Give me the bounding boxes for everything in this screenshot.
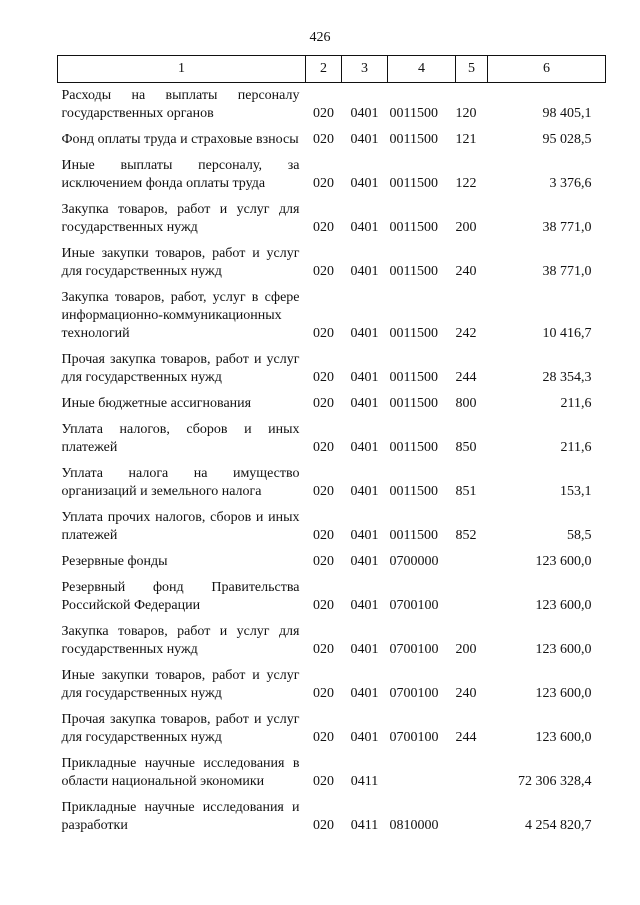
row-type: [456, 751, 488, 795]
row-article: 0011500: [389, 370, 438, 385]
row-name: Иные закупки товаров, работ и услуг для государственных нужд: [61, 246, 300, 279]
row-name: Резервный фонд Правительства Российской Федерации: [61, 580, 300, 613]
row-type: 800: [455, 396, 477, 411]
row-section: 0401: [350, 528, 379, 543]
row-name: Прочая закупка товаров, работ и услуг для государственных нужд: [61, 352, 300, 385]
header-col-section: 3: [342, 56, 388, 83]
row-type: 240: [455, 264, 477, 279]
row-section: 0401: [350, 264, 379, 279]
row-article: 0011500: [389, 106, 438, 121]
row-article: 0700100: [389, 686, 439, 701]
table-row: [58, 417, 606, 461]
row-article: 0011500: [389, 132, 438, 147]
table-header: [58, 56, 606, 83]
row-sum: 153,1: [560, 484, 592, 499]
table-body: [58, 83, 606, 840]
row-code: 020: [313, 528, 334, 543]
table-row: [58, 751, 606, 795]
table-row: [58, 663, 606, 707]
row-code: 020: [313, 176, 334, 191]
row-code: 020: [313, 326, 334, 341]
header-col-type: 5: [456, 56, 488, 83]
row-section: 0401: [350, 484, 379, 499]
row-section: 0401: [350, 730, 379, 745]
table-row: [58, 505, 606, 549]
row-type: 850: [455, 440, 477, 455]
row-type: 200: [455, 642, 477, 657]
header-col-sum: 6: [488, 56, 606, 83]
row-code: 020: [313, 642, 334, 657]
row-section: 0401: [350, 598, 379, 613]
row-sum: 10 416,7: [542, 326, 592, 341]
row-type: 121: [455, 132, 477, 147]
table-row: [58, 241, 606, 285]
row-section: 0401: [350, 554, 379, 569]
row-article: 0700100: [389, 642, 439, 657]
table-row: [58, 461, 606, 505]
row-code: 020: [313, 774, 334, 789]
row-sum: 72 306 328,4: [518, 774, 592, 789]
row-section: 0401: [350, 220, 379, 235]
row-type: 120: [455, 106, 477, 121]
row-article: [388, 751, 456, 795]
table-row: [58, 153, 606, 197]
row-type: 122: [455, 176, 477, 191]
table-row: [58, 197, 606, 241]
row-section: 0401: [350, 106, 379, 121]
row-name: Уплата прочих налогов, сборов и иных платежей: [61, 510, 300, 543]
row-code: 020: [313, 554, 334, 569]
header-col-article: 4: [388, 56, 456, 83]
row-name: Иные выплаты персоналу, за исключением фонда оплаты труда: [61, 158, 300, 191]
row-section: 0401: [350, 132, 379, 147]
row-name: Прикладные научные исследования в области национальной экономики: [61, 756, 300, 789]
table-row: [58, 549, 606, 575]
row-type: 851: [455, 484, 477, 499]
row-name: Уплата налогов, сборов и иных платежей: [61, 422, 300, 455]
row-sum: 4 254 820,7: [525, 818, 592, 833]
row-type: 242: [455, 326, 477, 341]
row-type: [456, 575, 488, 619]
row-sum: 123 600,0: [535, 554, 592, 569]
row-article: 0011500: [389, 264, 438, 279]
row-type: 240: [455, 686, 477, 701]
row-article: 0011500: [389, 440, 438, 455]
table-row: [58, 575, 606, 619]
row-code: 020: [313, 686, 334, 701]
row-name: Иные закупки товаров, работ и услуг для государственных нужд: [61, 668, 300, 701]
row-type: 244: [455, 730, 477, 745]
row-sum: 211,6: [560, 396, 592, 411]
row-section: 0401: [350, 370, 379, 385]
row-code: 020: [313, 598, 334, 613]
row-code: 020: [313, 220, 334, 235]
table-row: [58, 795, 606, 839]
row-sum: 123 600,0: [535, 598, 592, 613]
row-name: Прочая закупка товаров, работ и услуг для государственных нужд: [61, 712, 300, 745]
row-sum: 95 028,5: [542, 132, 592, 147]
row-name: Фонд оплаты труда и страховые взносы: [61, 132, 299, 147]
row-type: 244: [455, 370, 477, 385]
row-article: 0011500: [389, 528, 438, 543]
page-number: 426: [309, 30, 331, 45]
header-col-name: 1: [58, 56, 306, 83]
row-code: 020: [313, 818, 334, 833]
row-sum: 58,5: [567, 528, 592, 543]
row-article: 0700100: [389, 730, 439, 745]
row-code: 020: [313, 396, 334, 411]
row-sum: 123 600,0: [535, 686, 592, 701]
row-section: 0401: [350, 440, 379, 455]
row-name: Расходы на выплаты персоналу государственных органов: [61, 88, 300, 121]
row-article: 0011500: [389, 326, 438, 341]
row-code: 020: [313, 484, 334, 499]
row-type: [456, 795, 488, 839]
row-section: 0401: [350, 396, 379, 411]
row-article: 0011500: [389, 396, 438, 411]
row-name: Уплата налога на имущество организаций и земельного налога: [61, 466, 300, 499]
table-row: [58, 347, 606, 391]
row-article: 0700100: [389, 598, 439, 613]
row-article: 0011500: [389, 220, 438, 235]
row-section: 0401: [350, 642, 379, 657]
row-sum: 123 600,0: [535, 730, 592, 745]
header-col-code: 2: [306, 56, 342, 83]
table-row: [58, 127, 606, 153]
row-section: 0401: [350, 686, 379, 701]
row-type: 852: [455, 528, 477, 543]
row-section: 0411: [350, 774, 379, 789]
table-row: [58, 391, 606, 417]
row-type: 200: [455, 220, 477, 235]
row-code: 020: [313, 370, 334, 385]
table-row: [58, 619, 606, 663]
row-section: 0401: [350, 326, 379, 341]
row-sum: 98 405,1: [542, 106, 592, 121]
budget-table: [57, 55, 606, 839]
row-article: 0810000: [389, 818, 439, 833]
table-row: [58, 285, 606, 347]
row-name: Прикладные научные исследования и разработки: [61, 800, 300, 833]
row-name: Закупка товаров, работ и услуг для государственных нужд: [61, 202, 300, 235]
row-code: 020: [313, 106, 334, 121]
row-sum: 211,6: [560, 440, 592, 455]
row-name: Резервные фонды: [61, 554, 168, 569]
row-article: 0011500: [389, 176, 438, 191]
row-article: 0011500: [389, 484, 438, 499]
row-code: 020: [313, 264, 334, 279]
row-sum: 38 771,0: [542, 220, 592, 235]
row-code: 020: [313, 730, 334, 745]
row-name: Иные бюджетные ассигнования: [61, 396, 252, 411]
row-code: 020: [313, 440, 334, 455]
table-row: [58, 83, 606, 128]
row-sum: 3 376,6: [549, 176, 592, 191]
row-sum: 38 771,0: [542, 264, 592, 279]
row-name: Закупка товаров, работ и услуг для государственных нужд: [61, 624, 300, 657]
row-sum: 28 354,3: [542, 370, 592, 385]
row-sum: 123 600,0: [535, 642, 592, 657]
row-article: 0700000: [389, 554, 439, 569]
row-section: 0411: [350, 818, 379, 833]
table-row: [58, 707, 606, 751]
header-row: [58, 56, 606, 83]
row-section: 0401: [350, 176, 379, 191]
row-code: 020: [313, 132, 334, 147]
row-type: [456, 549, 488, 575]
row-name: Закупка товаров, работ, услуг в сфере информационно-коммуникационных технологий: [61, 290, 300, 341]
